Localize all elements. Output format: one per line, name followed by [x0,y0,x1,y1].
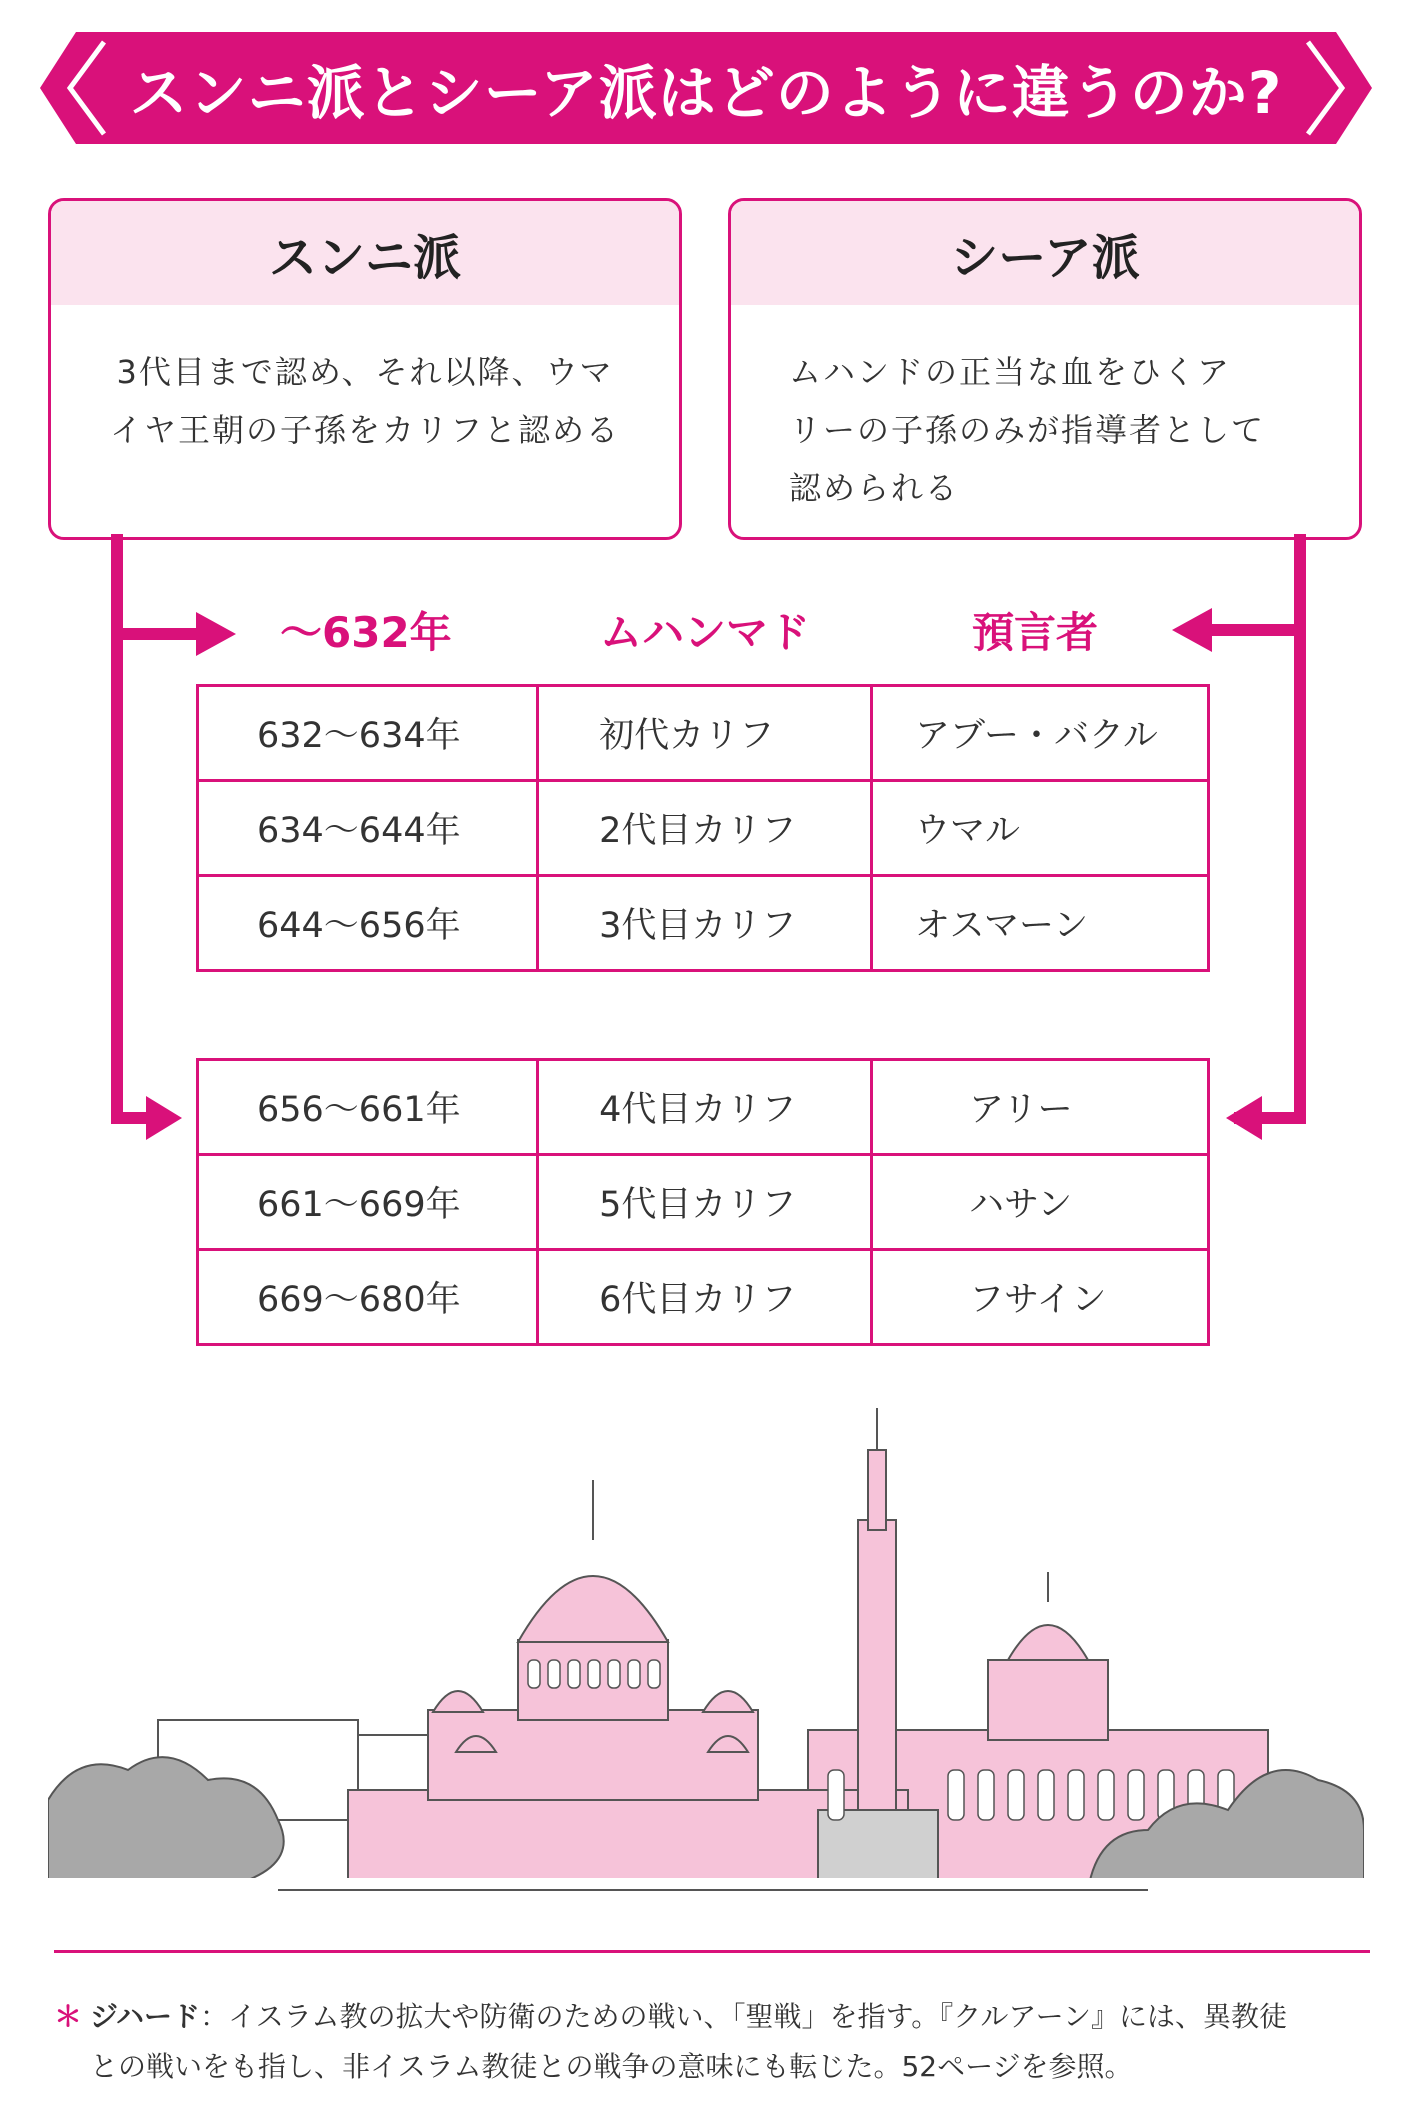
cell-years: 632〜634年 [198,686,538,781]
caliph-table-later [196,1058,1210,1346]
arrowhead-shia-table [1226,1096,1262,1140]
arrowhead-sunni-prophet [196,612,236,656]
sunni-description-line: 3代目まで認め、それ以降、ウマ [116,353,614,391]
cell-rank: 2代目カリフ [538,781,872,876]
footnote-line [54,1992,1374,2042]
cell-years: 634〜644年 [198,781,538,876]
shia-name: シーア派 [731,201,1359,305]
cell-years: 661〜669年 [198,1155,538,1250]
table-row [198,781,1209,876]
table-row [198,686,1209,781]
cell-name: ハサン [871,1155,1208,1250]
prophet-years: 〜632年 [280,608,452,657]
cell-name: ウマル [872,781,1209,876]
shia-description-line: リーの子孫のみが指導者として [789,411,1266,449]
main-dome [518,1576,668,1642]
small-dome [433,1691,483,1712]
cell-name: フサイン [871,1250,1208,1345]
footnote-line: との戦いをも指し、非イスラム教徒との戦争の意味にも転じた。52ページを参照。 [90,2050,1133,2083]
page-title: スンニ派とシーア派はどのように違うのか? [129,59,1283,127]
sunni-description-line: イヤ王朝の子孫をカリフと認める [109,411,620,449]
footnote [54,1992,1374,2092]
cell-years: 669〜680年 [198,1250,538,1345]
cell-name: アブー・バクル [872,686,1209,781]
footer-rule [54,1950,1370,1953]
prophet-name: ムハンマド [600,608,811,657]
footnote-asterisk: ＊ [54,2000,83,2033]
caliph-table-shared [196,684,1210,972]
cell-years: 656〜661年 [198,1060,538,1155]
prophet-role: 預言者 [972,608,1099,657]
shia-description-line: ムハンドの正当な血をひくア [789,353,1232,391]
arrowhead-shia-prophet [1172,608,1212,652]
cell-rank: 初代カリフ [538,686,872,781]
cell-name: アリー [871,1060,1208,1155]
cell-rank: 3代目カリフ [538,876,872,971]
sunni-line-to-table-2 [117,540,166,1118]
sunni-name: スンニ派 [51,201,679,305]
footnote-text: ：イスラム教の拡大や防衛のための戦い、「聖戦」を指す。『クルアーン』には、異教徒 [200,2000,1288,2033]
cell-rank: 4代目カリフ [538,1060,872,1155]
palace-dome [1008,1625,1088,1660]
footnote-term: ジハード [90,2000,201,2033]
cell-years: 644〜656年 [198,876,538,971]
cell-rank: 6代目カリフ [538,1250,872,1345]
palace-tower [988,1660,1108,1740]
mosque-body [428,1710,758,1800]
table-row [198,1060,1209,1155]
arrowhead-sunni-table [146,1096,182,1140]
table-row [198,1155,1209,1250]
river [48,1878,1364,1910]
mosque-illustration [48,1390,1364,1910]
small-dome [703,1691,753,1712]
table-row [198,1250,1209,1345]
cell-rank: 5代目カリフ [538,1155,872,1250]
table-row [198,876,1209,971]
cell-name: オスマーン [872,876,1209,971]
shia-description-line: 認められる [789,469,960,507]
